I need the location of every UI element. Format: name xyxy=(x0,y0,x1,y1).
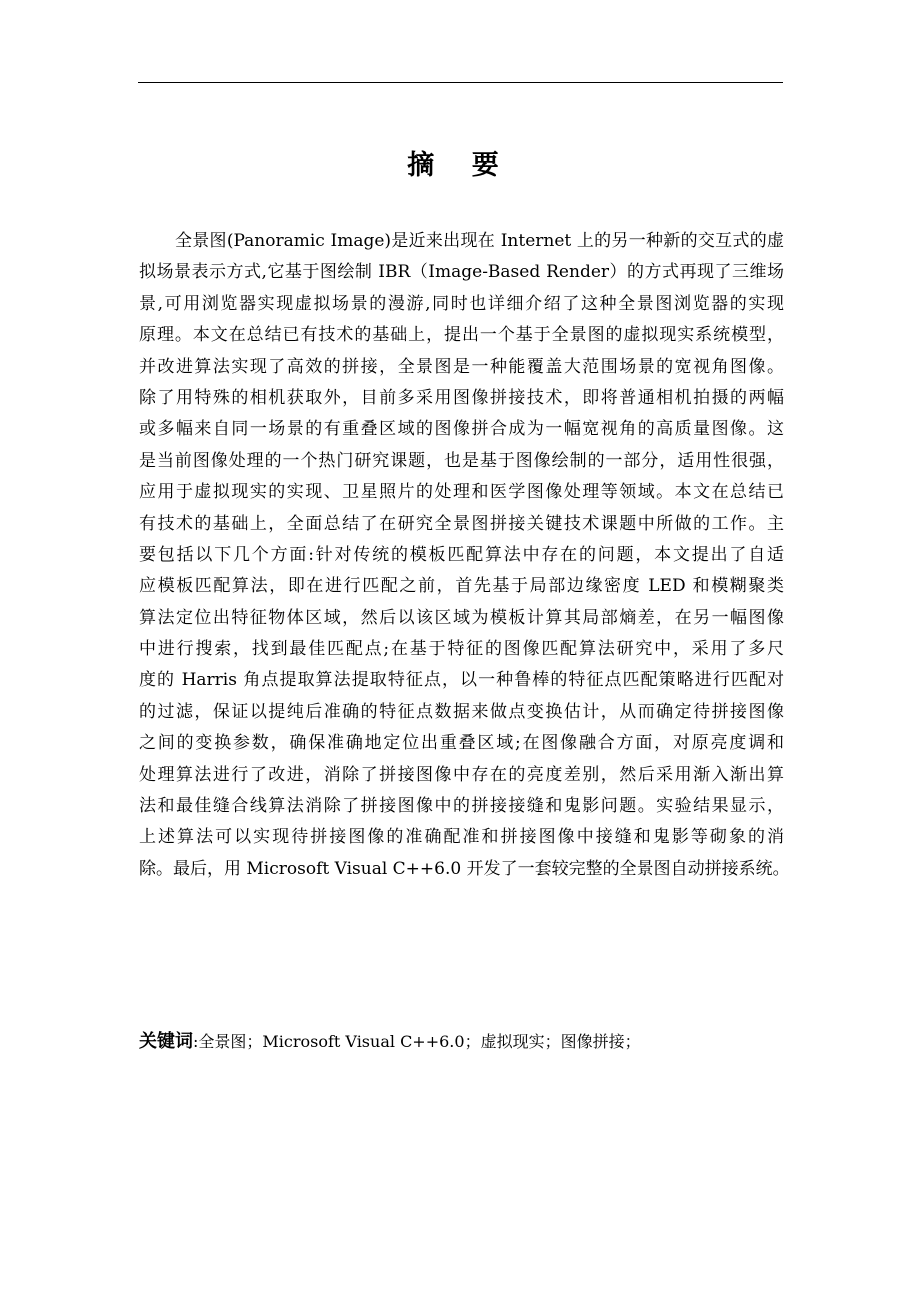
keywords xyxy=(139,1027,784,1057)
header-rule xyxy=(138,82,783,83)
abstract-line: 上述算法可以实现待拼接图像的准确配准和拼接图像中接缝和鬼影等砌象的消 xyxy=(139,827,784,848)
abstract-line: 中进行搜索，找到最佳匹配点;在基于特征的图像匹配算法研究中，采用了多尺 xyxy=(139,639,784,660)
abstract-line: 并改进算法实现了高效的拼接，全景图是一种能覆盖大范围场景的宽视角图像。 xyxy=(139,356,784,377)
abstract-line: 要包括以下几个方面:针对传统的模板匹配算法中存在的问题，本文提出了自适 xyxy=(139,544,784,565)
abstract-line: 法和最佳缝合线算法消除了拼接图像中的拼接接缝和鬼影问题。实验结果显示， xyxy=(139,796,784,817)
abstract-line: 应用于虚拟现实的实现、卫星照片的处理和医学图像处理等领域。本文在总结已 xyxy=(139,482,784,503)
abstract-line: 或多幅来自同一场景的有重叠区域的图像拼合成为一幅宽视角的高质量图像。这 xyxy=(139,419,784,440)
abstract-line: 拟场景表示方式,它基于图绘制 IBR（Image-Based Render）的方式再现了三维场 xyxy=(139,262,784,283)
abstract-line: 算法定位出特征物体区域，然后以该区域为模板计算其局部熵差，在另一幅图像 xyxy=(139,607,784,628)
abstract-line: 之间的变换参数，确保准确地定位出重叠区域;在图像融合方面，对原亮度调和 xyxy=(139,733,784,754)
abstract-line: 原理。本文在总结已有技术的基础上，提出一个基于全景图的虚拟现实系统模型， xyxy=(139,325,784,346)
keywords-text: 全景图；Microsoft Visual C++6.0；虚拟现实；图像拼接； xyxy=(198,1032,641,1051)
page-title: 摘 要 xyxy=(407,150,513,181)
abstract-line: 度的 Harris 角点提取算法提取特征点，以一种鲁棒的特征点匹配策略进行匹配对 xyxy=(139,670,784,691)
abstract-body xyxy=(139,226,790,885)
abstract-line: 的过滤，保证以提纯后准确的特征点数据来做点变换估计，从而确定待拼接图像 xyxy=(139,701,784,722)
abstract-line: 全景图(Panoramic Image)是近来出现在 Internet 上的另一种新的交互式的虚 xyxy=(175,231,784,251)
abstract-line: 处理算法进行了改进，消除了拼接图像中存在的亮度差别，然后采用渐入渐出算 xyxy=(139,764,784,785)
abstract-line: 景,可用浏览器实现虚拟场景的漫游,同时也详细介绍了这种全景图浏览器的实现 xyxy=(139,293,784,314)
keywords-separator: : xyxy=(193,1032,199,1051)
abstract-line: 是当前图像处理的一个热门研究课题，也是基于图像绘制的一部分，适用性很强， xyxy=(139,450,784,471)
abstract-line: 除了用特殊的相机获取外，目前多采用图像拼接技术，即将普通相机拍摄的两幅 xyxy=(139,387,784,408)
abstract-line: 有技术的基础上，全面总结了在研究全景图拼接关键技术课题中所做的工作。主 xyxy=(139,513,784,534)
keywords-label: 关键词 xyxy=(139,1031,193,1052)
abstract-line: 应模板匹配算法，即在进行匹配之前，首先基于局部边缘密度 LED 和模糊聚类 xyxy=(139,576,784,597)
abstract-line: 除。最后，用 Microsoft Visual C++6.0 开发了一套较完整的全景图自动拼接系统。 xyxy=(139,858,790,879)
